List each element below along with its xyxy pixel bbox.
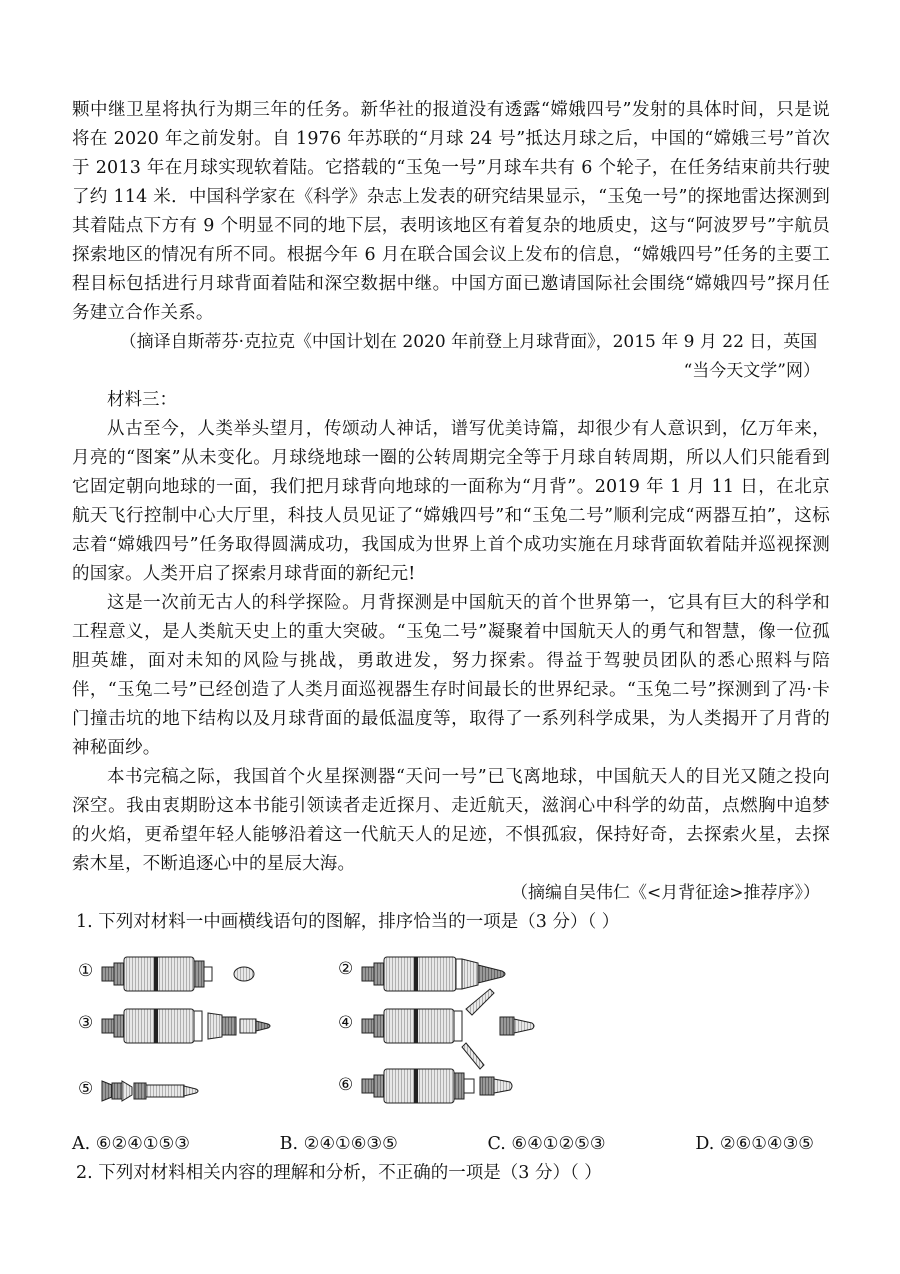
rocket-6-icon: [362, 1069, 512, 1103]
answer-options: [72, 1129, 830, 1159]
rocket-3-icon: [102, 1009, 270, 1043]
figure-label-5: ⑤: [78, 1079, 94, 1099]
rocket-figure: [72, 945, 830, 1123]
question-1: 1. 下列对材料一中画横线语句的图解，排序恰当的一项是（3 分）（ ）: [76, 912, 620, 932]
option-b[interactable]: B. ②④①⑥③⑤: [279, 1134, 398, 1154]
option-a[interactable]: A. ⑥②④①⑤③: [72, 1134, 190, 1154]
rocket-1-icon: [102, 957, 254, 991]
material3-heading: 材料三：: [107, 390, 177, 410]
figure-label-1: ①: [78, 961, 94, 981]
option-c[interactable]: C. ⑥④①②⑤③: [487, 1134, 606, 1154]
figure-label-3: ③: [78, 1013, 94, 1033]
figure-label-4: ④: [338, 1013, 354, 1033]
exam-page: [72, 96, 830, 1188]
material3-paragraph-3: 本书完稿之际，我国首个火星探测器“天问一号”已飞离地球，中国航天人的目光又随之投向深空。我由衷期盼这本书能引领读者走近探月、走近航天，滋润心中科学的幼苗，点燃胸中追梦的火焰，更希望年轻人能够沿着这一代航天人的足迹，不惧孤寂，保持好奇，去探索火星，去探索木星，不断追逐心中的星辰大海。: [72, 767, 830, 874]
rocket-2-icon: [362, 957, 505, 991]
rocket-5-icon: [102, 1081, 198, 1101]
rocket-diagram: [72, 945, 830, 1123]
figure-label-6: ⑥: [338, 1075, 354, 1095]
figure-label-2: ②: [338, 959, 354, 979]
material2-paragraph: 颗中继卫星将执行为期三年的任务。新华社的报道没有透露“嫦娥四号”发射的具体时间，只是说将在 2020 年之前发射。自 1976 年苏联的“月球 24 号”抵达月球之后，中国的“嫦娥三号”首次于 2013 年在月球实现软着陆。它搭载的“玉兔一号”月球车共有 6 个轮子，在任务结束前共行驶了约 114 米．中国科学家在《科学》杂志上发表的研究结果显示，“玉兔一号”的探地雷达探测到其着陆点下方有 9 个明显不同的地下层，表明该地区有着复杂的地质史，这与“阿波罗号”宇航员探索地区的情况有所不同。根据今年 6 月在联合国会议上发布的信息，“嫦娥四号”任务的主要工程目标包括进行月球背面着陆和深空数据中继。中国方面已邀请国际社会围绕“嫦娥四号”探月任务建立合作关系。: [72, 100, 830, 323]
material3-paragraph-2: 这是一次前无古人的科学探险。月背探测是中国航天的首个世界第一，它具有巨大的科学和工程意义，是人类航天史上的重大突破。“玉兔二号”凝聚着中国航天人的勇气和智慧，像一位孤胆英雄，面对未知的风险与挑战，勇敢进发，努力探索。得益于驾驶员团队的悉心照料与陪伴，“玉兔二号”已经创造了人类月面巡视器生存时间最长的世界纪录。“玉兔二号”探测到了冯·卡门撞击坑的地下结构以及月球背面的最低温度等，取得了一系列科学成果，为人类揭开了月背的神秘面纱。: [72, 593, 830, 758]
option-d[interactable]: D. ②⑥①④③⑤: [695, 1134, 814, 1154]
rocket-4-icon: [362, 989, 534, 1069]
question-2: 2. 下列对材料相关内容的理解和分析，不正确的一项是（3 分）（ ）: [76, 1163, 602, 1183]
source3: （摘编自吴伟仁《<月背征途>推荐序》）: [511, 883, 820, 903]
source2-line1: （摘译自斯蒂芬·克拉克《中国计划在 2020 年前登上月球背面》，2015 年 9 月 22 日，英国: [119, 332, 818, 352]
material3-paragraph-1: 从古至今，人类举头望月，传颂动人神话，谱写优美诗篇，却很少有人意识到，亿万年来，月亮的“图案”从未变化。月球绕地球一圈的公转周期完全等于月球自转周期，所以人们只能看到它固定朝向地球的一面，我们把月球背向地球的一面称为“月背”。2019 年 1 月 11 日，在北京航天飞行控制中心大厅里，科技人员见证了“嫦娥四号”和“玉兔二号”顺利完成“两器互拍”，这标志着“嫦娥四号”任务取得圆满成功，我国成为世界上首个成功实施在月球背面软着陆并巡视探测的国家。人类开启了探索月球背面的新纪元!: [72, 419, 830, 584]
source2-line2: “当今天文学”网）: [683, 361, 820, 381]
